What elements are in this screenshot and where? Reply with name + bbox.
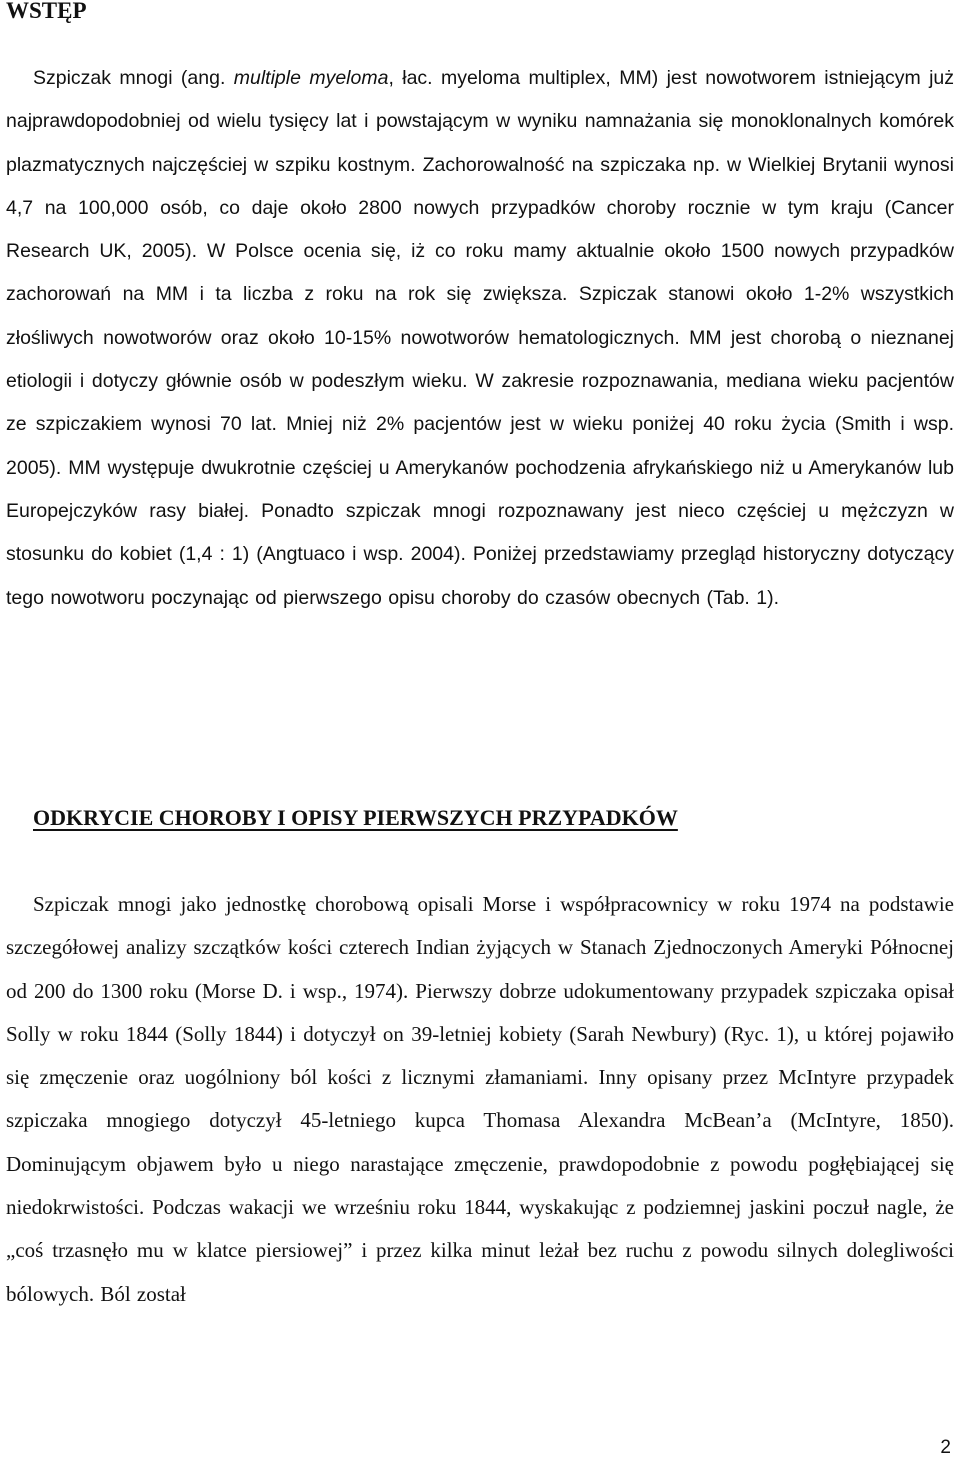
intro-lead-text: Szpiczak mnogi (ang.	[33, 67, 234, 89]
intro-italic-term: multiple myeloma	[233, 67, 389, 89]
section-heading-intro: WSTĘP	[6, 0, 87, 23]
intro-body-text: , łac. myeloma multiplex, MM) jest nowotworem istniejącym już najprawdopodobniej od wielu tysięcy lat i powstającym w wyniku namnażania się monoklonalnych komórek plazmatycznych najczęściej w szpiku kostnym. Zachorowalność na szpiczaka np. w Wielkiej Brytanii wynosi 4,7 na 100,000 osób, co daje około 2800 nowych przypadków choroby rocznie w tym kraju (Cancer Research UK, 2005). W Polsce ocenia się, iż co roku mamy aktualnie około 1500 nowych przypadków zachorowań na MM i ta liczba z roku na rok się zwiększa. Szpiczak stanowi około 1-2% wszystkich złośliwych nowotworów oraz około 10-15% nowotworów hematologicznych. MM jest chorobą o nieznanej etiologii i dotyczy głównie osób w podeszłym wieku. W zakresie rozpoznawania, mediana wieku pacjentów ze szpiczakiem wynosi 70 lat. Mniej niż 2% pacjentów jest w wieku poniżej 40 roku życia (Smith i wsp. 2005). MM występuje dwukrotnie częściej u Amerykanów pochodzenia afrykańskiego niż u Amerykanów lub Europejczyków rasy białej. Ponadto szpiczak mnogi rozpoznawany jest nieco częściej u mężczyzn w stosunku do kobiet (1,4 : 1) (Angtuaco i wsp. 2004). Poniżej przedstawiamy przegląd historyczny dotyczący tego nowotworu poczynając od pierwszego opisu choroby do czasów obecnych (Tab. 1).	[6, 67, 954, 609]
discovery-paragraph: Szpiczak mnogi jako jednostkę chorobową opisali Morse i współpracownicy w roku 1974 na podstawie szczegółowej analizy szczątków kości czterech Indian żyjących w Stanach Zjednoczonych Ameryki Północnej od 200 do 1300 roku (Morse D. i wsp., 1974). Pierwszy dobrze udokumentowany przypadek szpiczaka opisał Solly w roku 1844 (Solly 1844) i dotyczył on 39-letniej kobiety (Sarah Newbury) (Ryc. 1), u której pojawiło się zmęczenie oraz uogólniony ból kości z licznymi złamaniami. Inny opisany przez McIntyre przypadek szpiczaka mnogiego dotyczył 45-letniego kupca Thomasa Alexandra McBean’a (McIntyre, 1850). Dominującym objawem było u niego narastające zmęczenie, prawdopodobnie z powodu pogłębiającej się niedokrwistości. Podczas wakacji we wrześniu roku 1844, wyskakując z podziemnej jaskini poczuł nagle, że „coś trzasnęło mu w klatce piersiowej” i przez kilka minut leżał bez ruchu z powodu silnych dolegliwości bólowych. Ból został	[6, 892, 954, 1306]
intro-paragraph	[6, 57, 954, 620]
section-heading-discovery: ODKRYCIE CHOROBY I OPISY PIERWSZYCH PRZYPADKÓW	[33, 805, 678, 830]
page-number: 2	[940, 1437, 951, 1458]
